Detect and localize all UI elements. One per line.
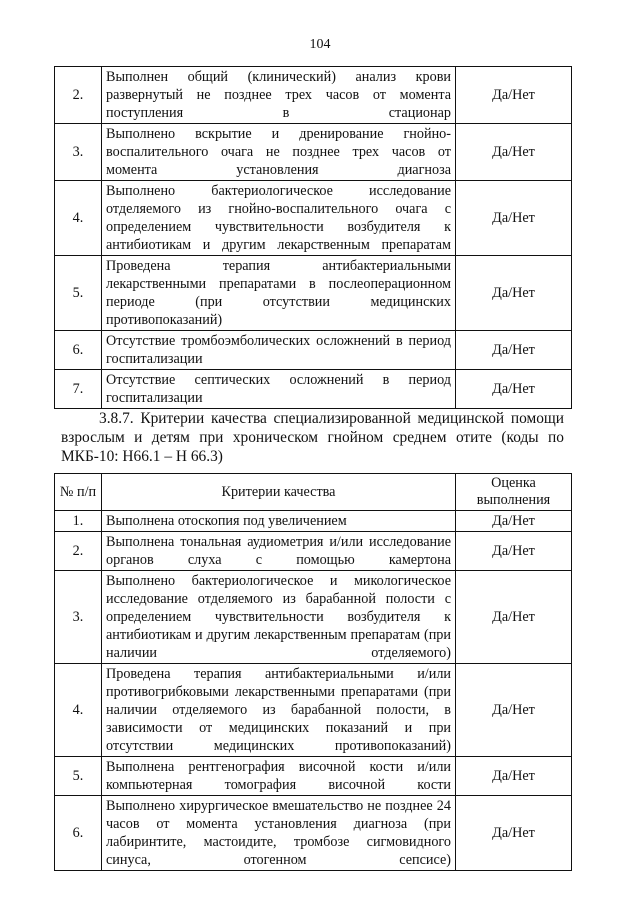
table-row <box>55 571 572 664</box>
table-row <box>55 67 572 124</box>
criterion-text: Выполнено бактериологическое исследование отделяемого из гнойно-воспалительного очага с определением чувствительности возбудителя к антибиотикам и другим лекарственным препаратам <box>102 181 456 256</box>
result-value: Да/Нет <box>456 67 572 124</box>
criterion-text: Выполнено хирургическое вмешательство не позднее 24 часов от момента установления диагноза (при лабиринтите, мастоидите, тромбозе сигмовидного синуса, отогенном сепсисе) <box>102 796 456 871</box>
criterion-text: Выполнена отоскопия под увеличением <box>102 511 456 532</box>
quality-criteria-table-continued <box>54 66 572 409</box>
result-value: Да/Нет <box>456 181 572 256</box>
table-header-row <box>55 474 572 511</box>
criterion-text: Выполнено бактериологическое и микологическое исследование отделяемого из барабанной полости с определением чувствительности возбудителя к антибиотикам и другим лекарственным препаратам (при наличии отделяемого) <box>102 571 456 664</box>
table-row <box>55 331 572 370</box>
row-number: 2. <box>55 532 102 571</box>
table-row <box>55 664 572 757</box>
table-row <box>55 532 572 571</box>
column-header-assessment: Оценка выполнения <box>456 474 572 511</box>
row-number: 4. <box>55 664 102 757</box>
row-number: 5. <box>55 757 102 796</box>
row-number: 1. <box>55 511 102 532</box>
table-row <box>55 796 572 871</box>
row-number: 7. <box>55 370 102 409</box>
criterion-text: Выполнен общий (клинический) анализ крови развернутый не позднее трех часов от момента поступления в стационар <box>102 67 456 124</box>
criterion-text: Проведена терапия антибактериальными лекарственными препаратами в послеоперационном периоде (при отсутствии медицинских противопоказаний) <box>102 256 456 331</box>
table-row <box>55 181 572 256</box>
criterion-text: Отсутствие тромбоэмболических осложнений в период госпитализации <box>102 331 456 370</box>
result-value: Да/Нет <box>456 511 572 532</box>
row-number: 3. <box>55 124 102 181</box>
criterion-text: Выполнено вскрытие и дренирование гнойно-воспалительного очага не позднее трех часов от момента установления диагноза <box>102 124 456 181</box>
result-value: Да/Нет <box>456 757 572 796</box>
result-value: Да/Нет <box>456 796 572 871</box>
table-row <box>55 256 572 331</box>
result-value: Да/Нет <box>456 370 572 409</box>
result-value: Да/Нет <box>456 124 572 181</box>
otitis-quality-criteria-table <box>54 473 572 871</box>
row-number: 6. <box>55 331 102 370</box>
column-header-criteria: Критерии качества <box>102 474 456 511</box>
column-header-number: № п/п <box>55 474 102 511</box>
criterion-text: Выполнена рентгенография височной кости и/или компьютерная томография височной кости <box>102 757 456 796</box>
table-row <box>55 124 572 181</box>
row-number: 6. <box>55 796 102 871</box>
table-row <box>55 511 572 532</box>
row-number: 3. <box>55 571 102 664</box>
table-row <box>55 370 572 409</box>
row-number: 5. <box>55 256 102 331</box>
row-number: 2. <box>55 67 102 124</box>
criterion-text: Проведена терапия антибактериальными и/или противогрибковыми лекарственными препаратами (при наличии отделяемого из барабанной полости, в зависимости от медицинских показаний и при отсутствии медицинских противопоказаний) <box>102 664 456 757</box>
page-number: 104 <box>309 37 331 52</box>
result-value: Да/Нет <box>456 532 572 571</box>
section-heading: 3.8.7. Критерии качества специализированной медицинской помощи взрослым и детям при хроническом гнойном среднем отите (коды по МКБ-10: H66.1 – H 66.3) <box>61 410 564 465</box>
table-row <box>55 757 572 796</box>
result-value: Да/Нет <box>456 571 572 664</box>
criterion-text: Отсутствие септических осложнений в период госпитализации <box>102 370 456 409</box>
criterion-text: Выполнена тональная аудиометрия и/или исследование органов слуха с помощью камертона <box>102 532 456 571</box>
row-number: 4. <box>55 181 102 256</box>
result-value: Да/Нет <box>456 256 572 331</box>
result-value: Да/Нет <box>456 664 572 757</box>
result-value: Да/Нет <box>456 331 572 370</box>
